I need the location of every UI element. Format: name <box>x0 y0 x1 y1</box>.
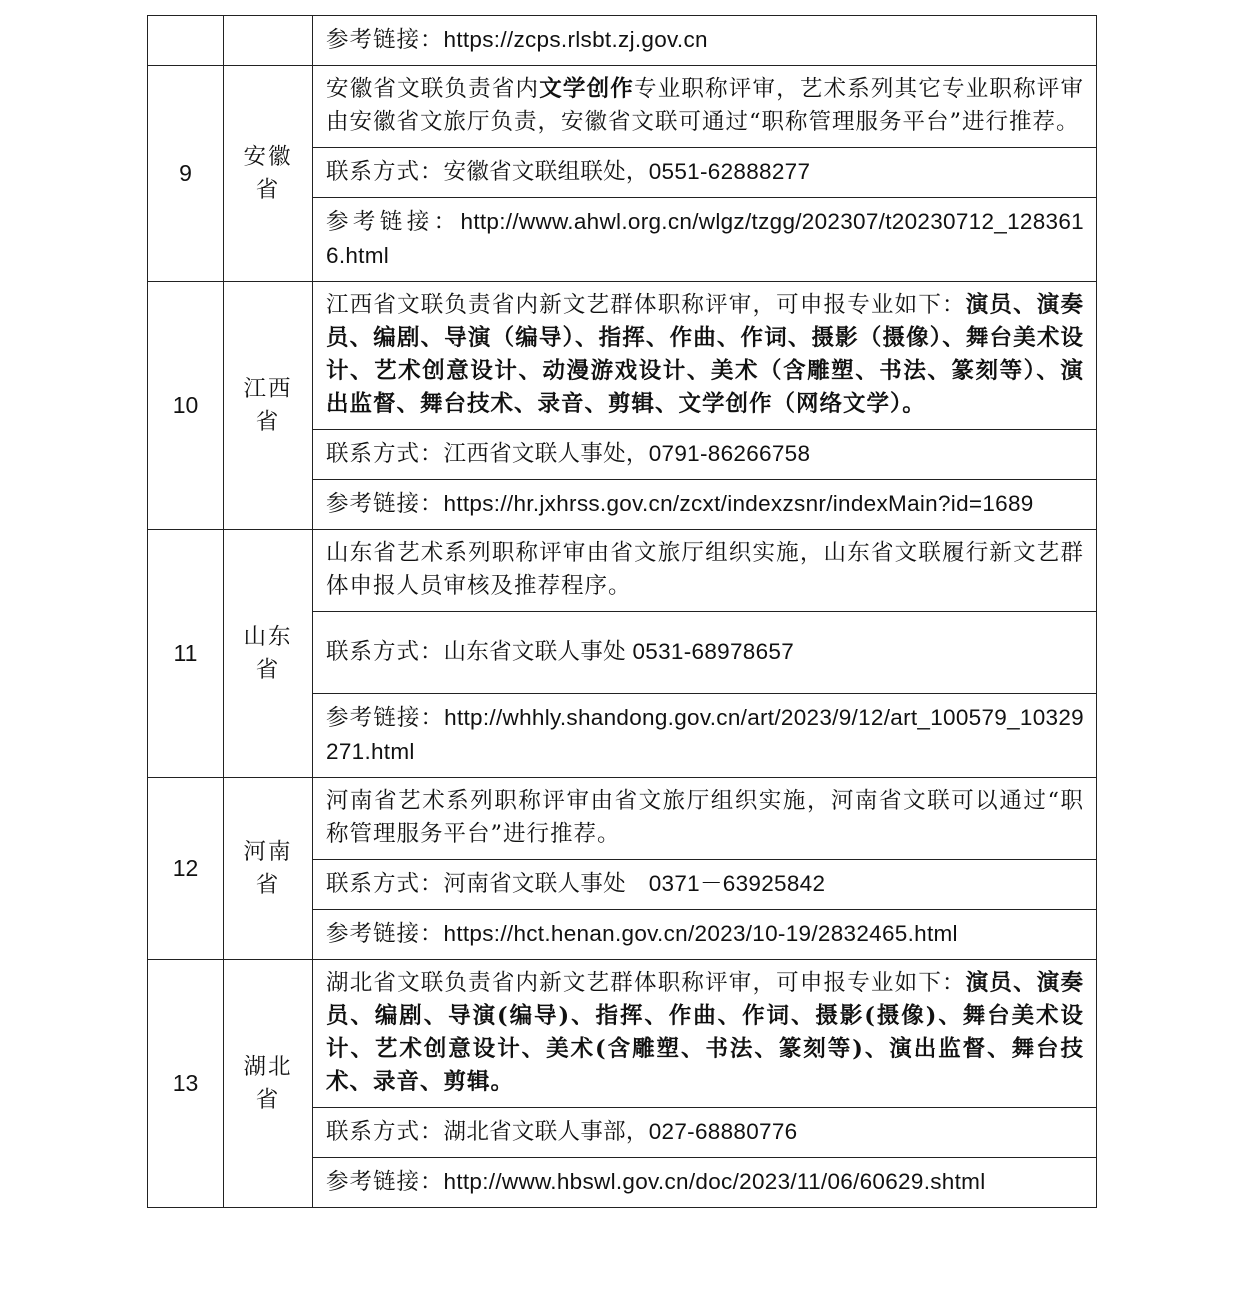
contact-info: 安徽省文联组联处，0551-62888277 <box>443 159 811 184</box>
link-cell <box>313 1158 1097 1208</box>
table-row <box>148 282 1097 430</box>
description-cell <box>313 778 1097 860</box>
contact-cell <box>313 1108 1097 1158</box>
link-cell <box>313 694 1097 778</box>
description-cell <box>313 960 1097 1108</box>
province-cell <box>224 66 313 282</box>
row-number: 13 <box>148 960 224 1208</box>
description-text: 专业职称评审，艺术系列其它专业职称评审由安徽省文旅厅负责，安徽省文联可通过“职称管理服务平台”进行推荐。 <box>326 76 1084 135</box>
province-cell <box>224 960 313 1208</box>
province-name: 湖北省 <box>243 1053 293 1113</box>
contact-label: 联系方式： <box>326 871 444 897</box>
contact-cell <box>313 612 1097 694</box>
description-cell <box>313 282 1097 430</box>
description-cell <box>313 66 1097 148</box>
contact-label: 联系方式： <box>326 441 444 467</box>
reference-link[interactable]: https://zcps.rlsbt.zj.gov.cn <box>443 27 708 52</box>
link-cell <box>313 16 1097 66</box>
contact-info: 河南省文联人事处 0371－63925842 <box>443 871 826 896</box>
reference-link[interactable]: http://www.ahwl.org.cn/wlgz/tzgg/202307/t20230712_1283616.html <box>326 209 1084 268</box>
contact-label: 联系方式： <box>326 639 444 665</box>
table-row <box>148 16 1097 66</box>
link-label: 参考链接： <box>326 1169 444 1195</box>
row-number: 11 <box>148 530 224 778</box>
row-number: 9 <box>148 66 224 282</box>
contact-info: 湖北省文联人事部，027-68880776 <box>443 1119 798 1144</box>
description-text: 安徽省文联负责省内 <box>326 76 540 102</box>
province-cell <box>224 530 313 778</box>
description-text: 河南省艺术系列职称评审由省文旅厅组织实施，河南省文联可以通过“职称管理服务平台”进行推荐。 <box>326 788 1084 847</box>
table-row <box>148 960 1097 1108</box>
contact-label: 联系方式： <box>326 1119 444 1145</box>
contact-info: 江西省文联人事处，0791-86266758 <box>443 441 811 466</box>
description-bold-text: 演员、演奏员、编剧、导演（编导）、指挥、作曲、作词、摄影（摄像）、舞台美术设计、艺术创意设计、动漫游戏设计、美术（含雕塑、书法、篆刻等）、演出监督、舞台技术、录音、剪辑、文学创作（网络文学）。 <box>326 292 1084 417</box>
row-number <box>148 16 224 66</box>
reference-link[interactable]: https://hct.henan.gov.cn/2023/10-19/2832465.html <box>443 921 958 946</box>
row-number: 10 <box>148 282 224 530</box>
link-label: 参考链接： <box>326 209 461 235</box>
contact-cell <box>313 148 1097 198</box>
link-label: 参考链接： <box>326 27 444 53</box>
link-cell <box>313 480 1097 530</box>
reference-link[interactable]: http://whhly.shandong.gov.cn/art/2023/9/12/art_100579_10329271.html <box>326 705 1084 764</box>
province-cell <box>224 16 313 66</box>
reference-link[interactable]: https://hr.jxhrss.gov.cn/zcxt/indexzsnr/indexMain?id=1689 <box>443 491 1034 516</box>
province-cell <box>224 778 313 960</box>
description-text: 山东省艺术系列职称评审由省文旅厅组织实施，山东省文联履行新文艺群体申报人员审核及推荐程序。 <box>326 540 1084 599</box>
description-bold-text: 文学创作 <box>539 76 635 102</box>
link-label: 参考链接： <box>326 491 444 517</box>
contact-cell <box>313 430 1097 480</box>
description-text: 湖北省文联负责省内新文艺群体职称评审，可申报专业如下： <box>326 970 966 996</box>
contact-info: 山东省文联人事处 0531-68978657 <box>443 639 795 664</box>
province-name: 河南省 <box>243 838 293 898</box>
row-number: 12 <box>148 778 224 960</box>
link-cell <box>313 198 1097 282</box>
province-name: 山东省 <box>243 623 293 683</box>
table-row <box>148 66 1097 148</box>
table-row <box>148 778 1097 860</box>
province-table <box>147 15 1097 1208</box>
reference-link[interactable]: http://www.hbswl.gov.cn/doc/2023/11/06/60629.shtml <box>443 1169 986 1194</box>
table-row <box>148 530 1097 612</box>
contact-cell <box>313 860 1097 910</box>
link-label: 参考链接： <box>326 921 444 947</box>
description-bold-text: 演员、演奏员、编剧、导演(编导)、指挥、作曲、作词、摄影(摄像)、舞台美术设计、艺术创意设计、美术(含雕塑、书法、篆刻等)、演出监督、舞台技术、录音、剪辑。 <box>326 970 1084 1095</box>
province-cell <box>224 282 313 530</box>
province-name: 安徽省 <box>243 143 293 203</box>
contact-label: 联系方式： <box>326 159 444 185</box>
province-name: 江西省 <box>243 375 293 435</box>
link-cell <box>313 910 1097 960</box>
description-cell <box>313 530 1097 612</box>
description-text: 江西省文联负责省内新文艺群体职称评审，可申报专业如下： <box>326 292 966 318</box>
link-label: 参考链接： <box>326 705 445 731</box>
